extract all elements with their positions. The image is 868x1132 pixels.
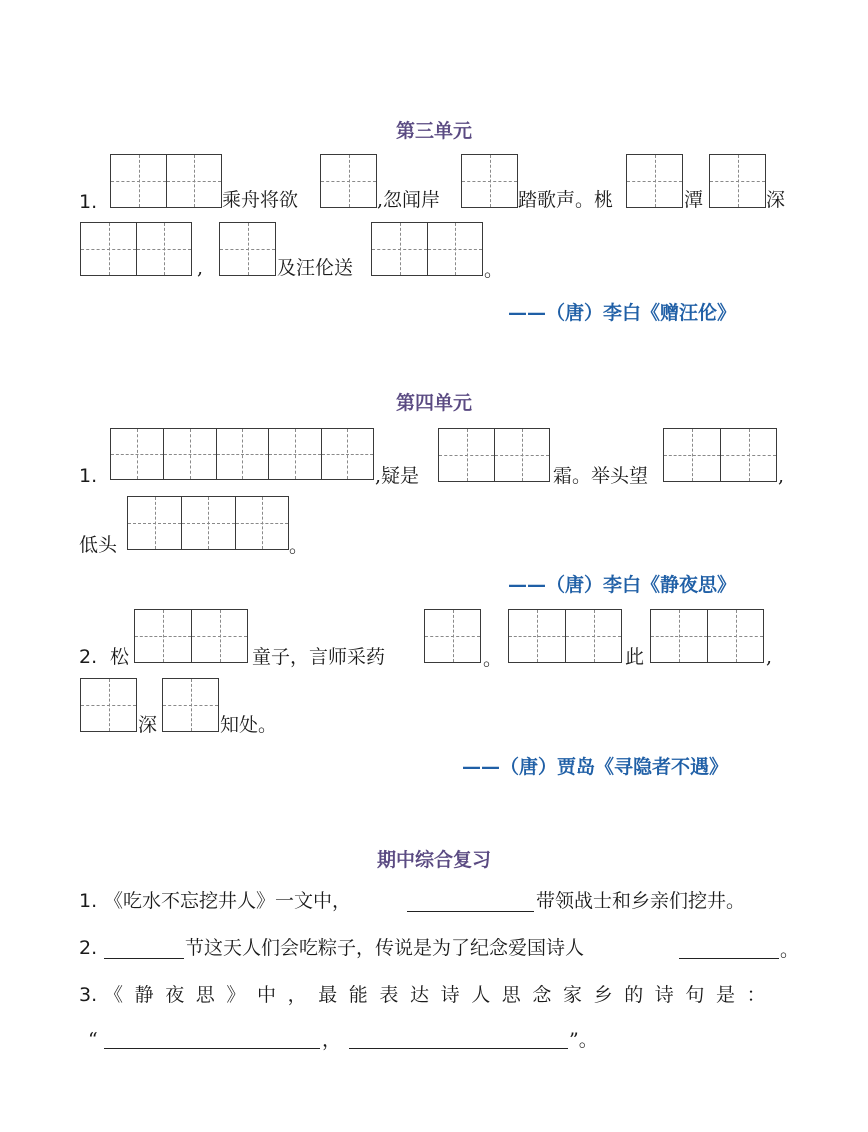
answer-grid[interactable] [461, 154, 518, 208]
question-text: 节这天人们会吃粽子，传说是为了纪念爱国诗人 [185, 937, 585, 959]
answer-grid[interactable] [134, 609, 248, 663]
answer-grid[interactable] [80, 678, 137, 732]
poem-text: 松 [110, 646, 130, 668]
poem-text: 及汪伦送 [277, 257, 354, 279]
poem-text: 乘舟将欲 [222, 189, 299, 211]
poem-text: 低头 [79, 534, 118, 556]
poem-text: 深 [138, 714, 158, 736]
answer-blank[interactable] [407, 911, 534, 912]
poem-text: 此 [625, 646, 645, 668]
poem-text: ,忽闻岸 [377, 189, 441, 211]
answer-grid[interactable] [162, 678, 219, 732]
poem-text: 。 [484, 259, 504, 281]
poem-text: ,疑是 [375, 465, 420, 487]
poem-text: 潭 [684, 189, 704, 211]
answer-grid[interactable] [626, 154, 683, 208]
answer-grid[interactable] [663, 428, 777, 482]
question-number: 1. [79, 890, 98, 912]
attribution: ——（唐）李白《赠汪伦》 [508, 302, 737, 324]
answer-grid[interactable] [80, 222, 192, 276]
poem-text: 知处。 [220, 714, 278, 736]
attribution: ——（唐）贾岛《寻隐者不遇》 [462, 756, 729, 778]
quote-open: “ [88, 1029, 98, 1051]
question-text: 。 [780, 939, 800, 961]
question-number: 2. [79, 937, 98, 959]
answer-grid[interactable] [508, 609, 622, 663]
answer-grid[interactable] [709, 154, 766, 208]
poem-text: , [766, 646, 773, 668]
answer-grid[interactable] [371, 222, 483, 276]
poem-text: 。 [289, 535, 309, 557]
question-number: 2. [79, 646, 98, 668]
poem-text: , [778, 465, 785, 487]
answer-grid[interactable] [438, 428, 550, 482]
poem-text: 踏歌声。桃 [518, 189, 614, 211]
answer-grid[interactable] [110, 428, 374, 480]
poem-text: 深 [766, 189, 786, 211]
section-title-unit3: 第三单元 [395, 120, 472, 142]
question-text: 带领战士和乡亲们挖井。 [536, 890, 746, 912]
answer-grid[interactable] [127, 496, 289, 550]
poem-text: , [197, 257, 204, 279]
section-title-unit4: 第四单元 [395, 392, 472, 414]
answer-blank[interactable] [349, 1048, 568, 1049]
question-number: 1. [79, 465, 98, 487]
answer-grid[interactable] [424, 609, 481, 663]
question-text: 《静夜思》中，最能表达诗人思念家乡的诗句是： [104, 984, 778, 1006]
poem-text: 童子，言师采药 [252, 646, 386, 668]
question-text: 《吃水不忘挖井人》一文中， [104, 890, 352, 912]
poem-text: 。 [483, 648, 503, 670]
section-title-midterm: 期中综合复习 [376, 849, 491, 871]
quote-close: ”。 [569, 1029, 598, 1051]
question-number: 1. [79, 191, 98, 213]
answer-blank[interactable] [679, 958, 779, 959]
poem-text: 霜。举头望 [553, 465, 649, 487]
answer-blank[interactable] [104, 1048, 320, 1049]
answer-grid[interactable] [219, 222, 276, 276]
answer-blank[interactable] [104, 958, 184, 959]
question-number: 3. [79, 984, 98, 1006]
comma: ， [322, 1029, 342, 1051]
answer-grid[interactable] [110, 154, 222, 208]
answer-grid[interactable] [650, 609, 764, 663]
attribution: ——（唐）李白《静夜思》 [508, 574, 737, 596]
answer-grid[interactable] [320, 154, 377, 208]
